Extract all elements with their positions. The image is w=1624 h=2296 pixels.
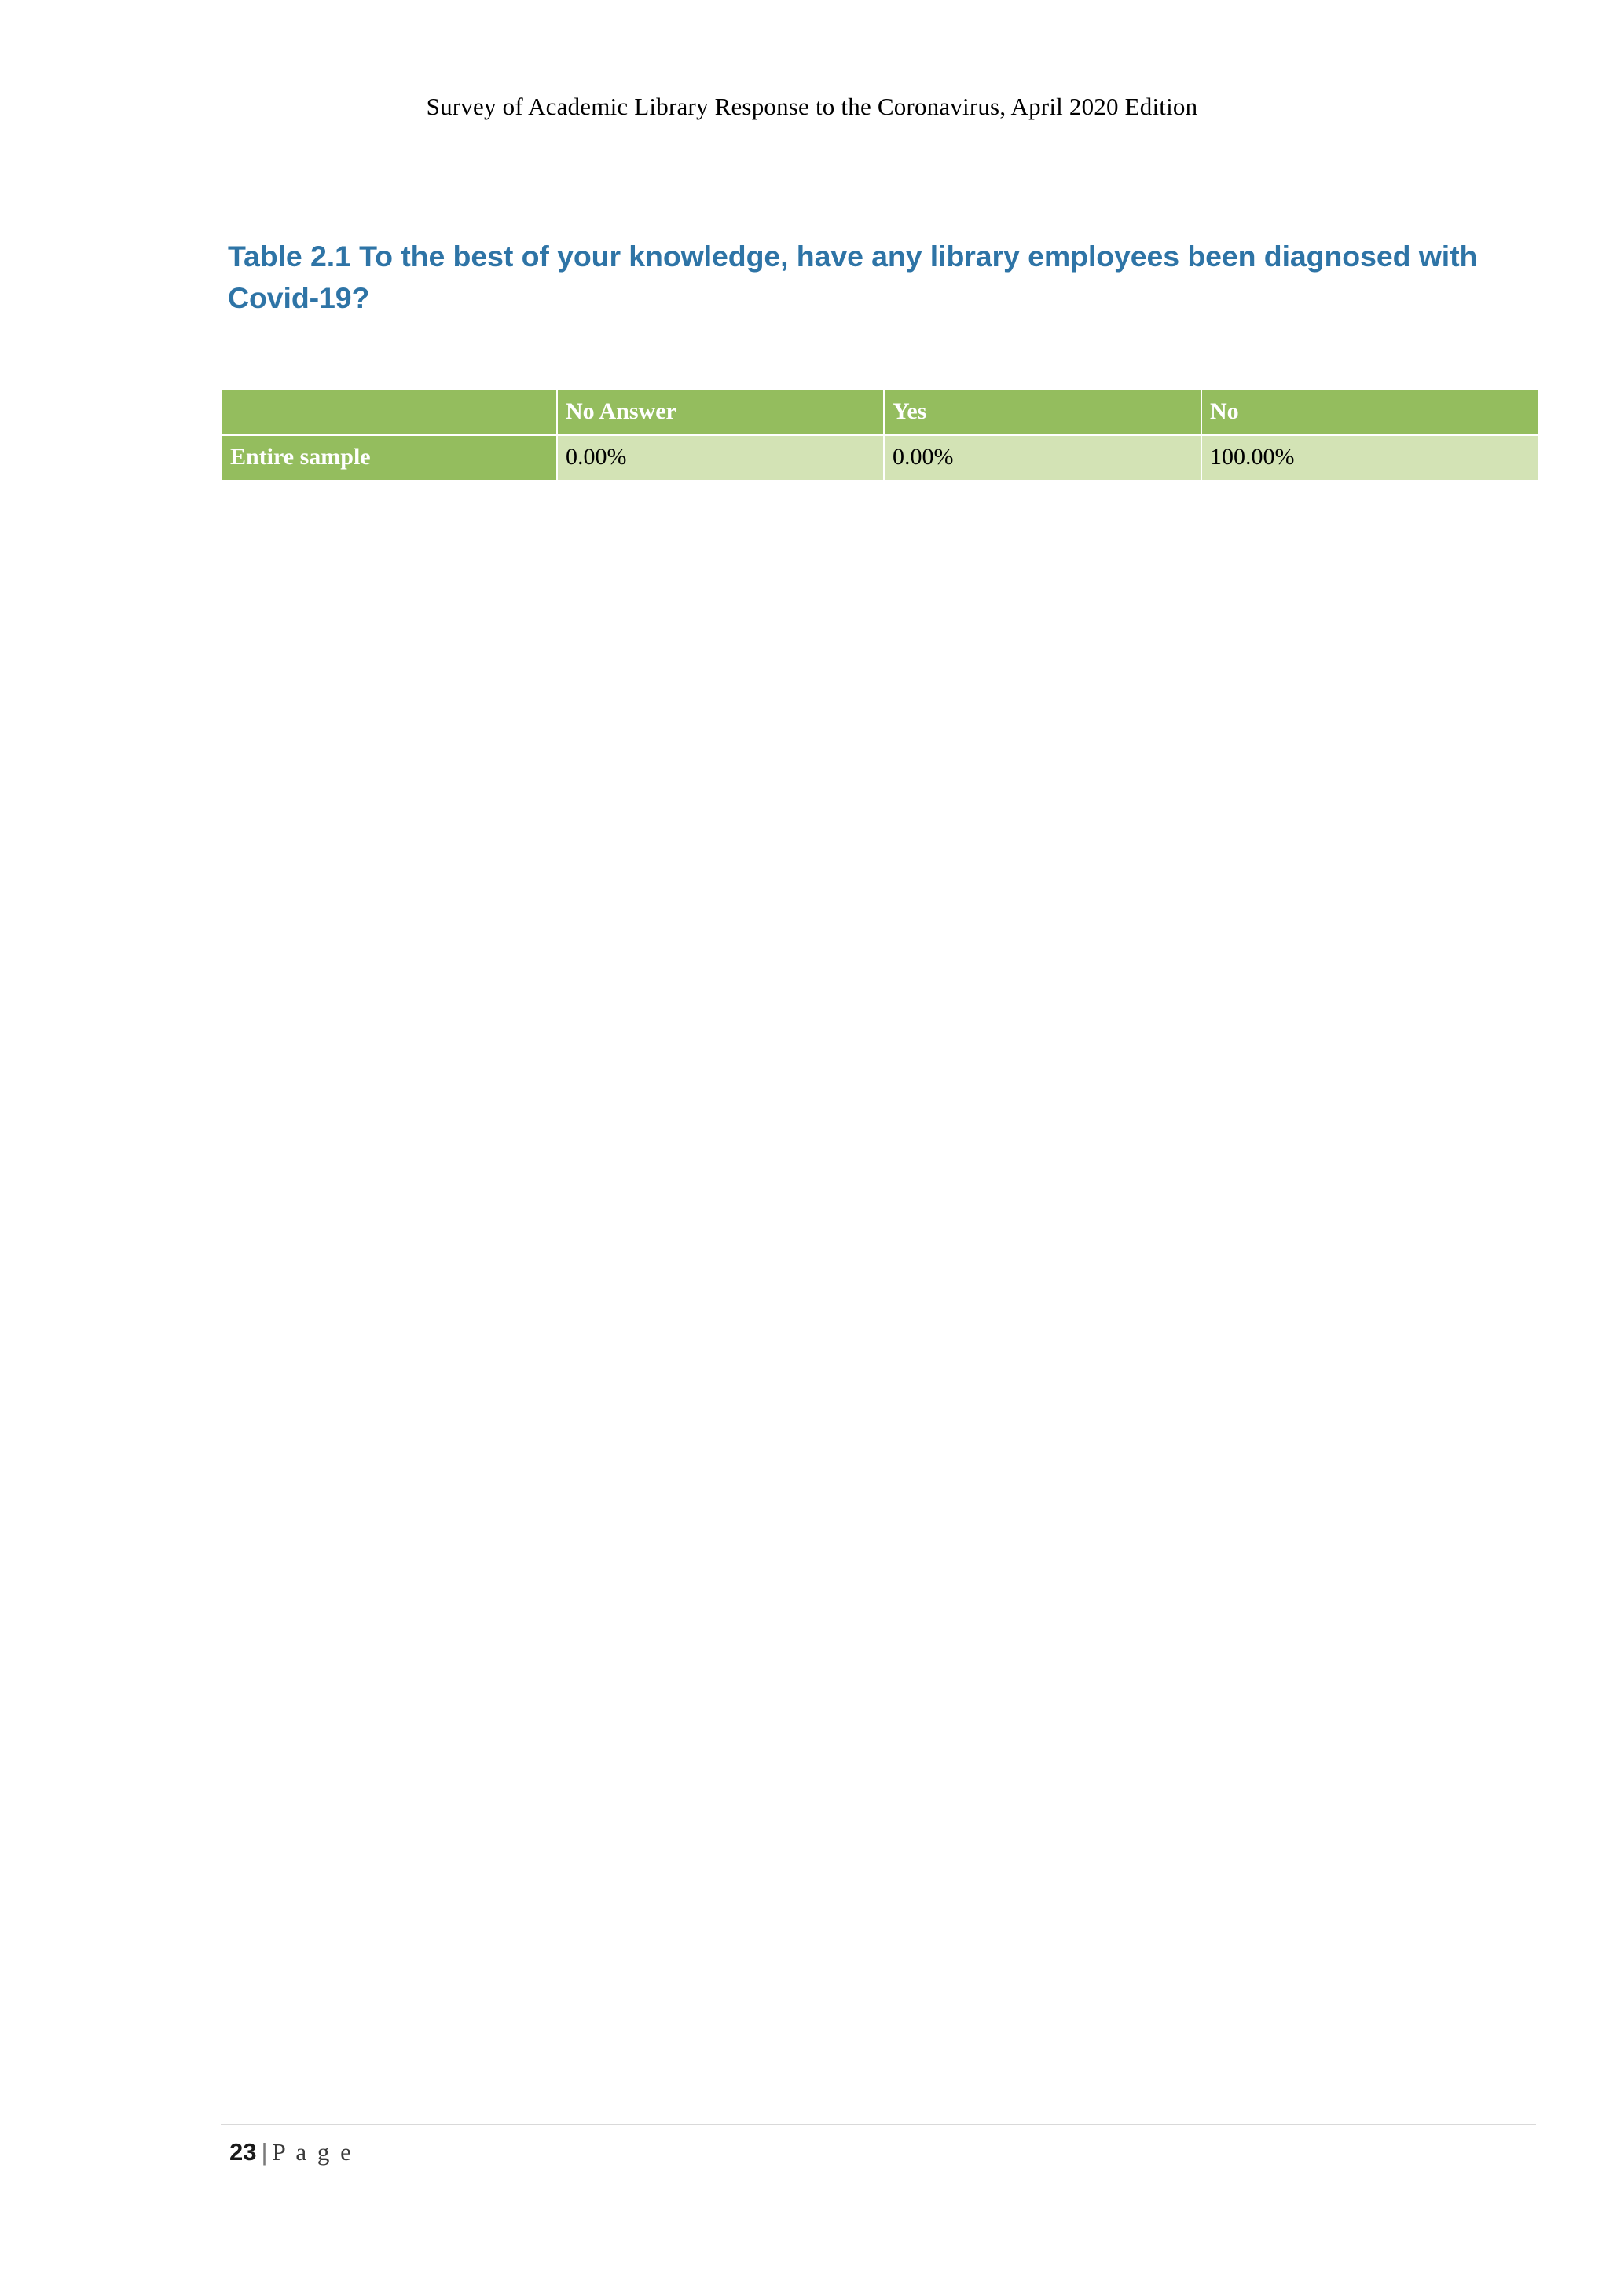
table-header-row xyxy=(222,390,1538,435)
running-header: Survey of Academic Library Response to the Coronavirus, April 2020 Edition xyxy=(426,93,1198,120)
footer-page-number: 23 xyxy=(229,2138,257,2166)
footer-separator: | xyxy=(261,2138,268,2166)
cell-entire-sample-no: 100.00% xyxy=(1201,435,1538,481)
data-table xyxy=(221,389,1539,482)
cell-entire-sample-yes: 0.00% xyxy=(884,435,1201,481)
column-header-yes: Yes xyxy=(884,390,1201,435)
footer-page-word: P a g e xyxy=(272,2138,354,2166)
column-header-no-answer: No Answer xyxy=(557,390,884,435)
footer-divider xyxy=(221,2124,1536,2125)
page-footer xyxy=(229,2138,354,2166)
table-row xyxy=(222,435,1538,481)
row-label-entire-sample: Entire sample xyxy=(222,435,557,481)
table-title: Table 2.1 To the best of your knowledge, have any library employees been diagnosed with Covid-19? xyxy=(228,240,1478,315)
table-corner-cell xyxy=(222,390,557,435)
column-header-no: No xyxy=(1201,390,1538,435)
cell-entire-sample-no-answer: 0.00% xyxy=(557,435,884,481)
